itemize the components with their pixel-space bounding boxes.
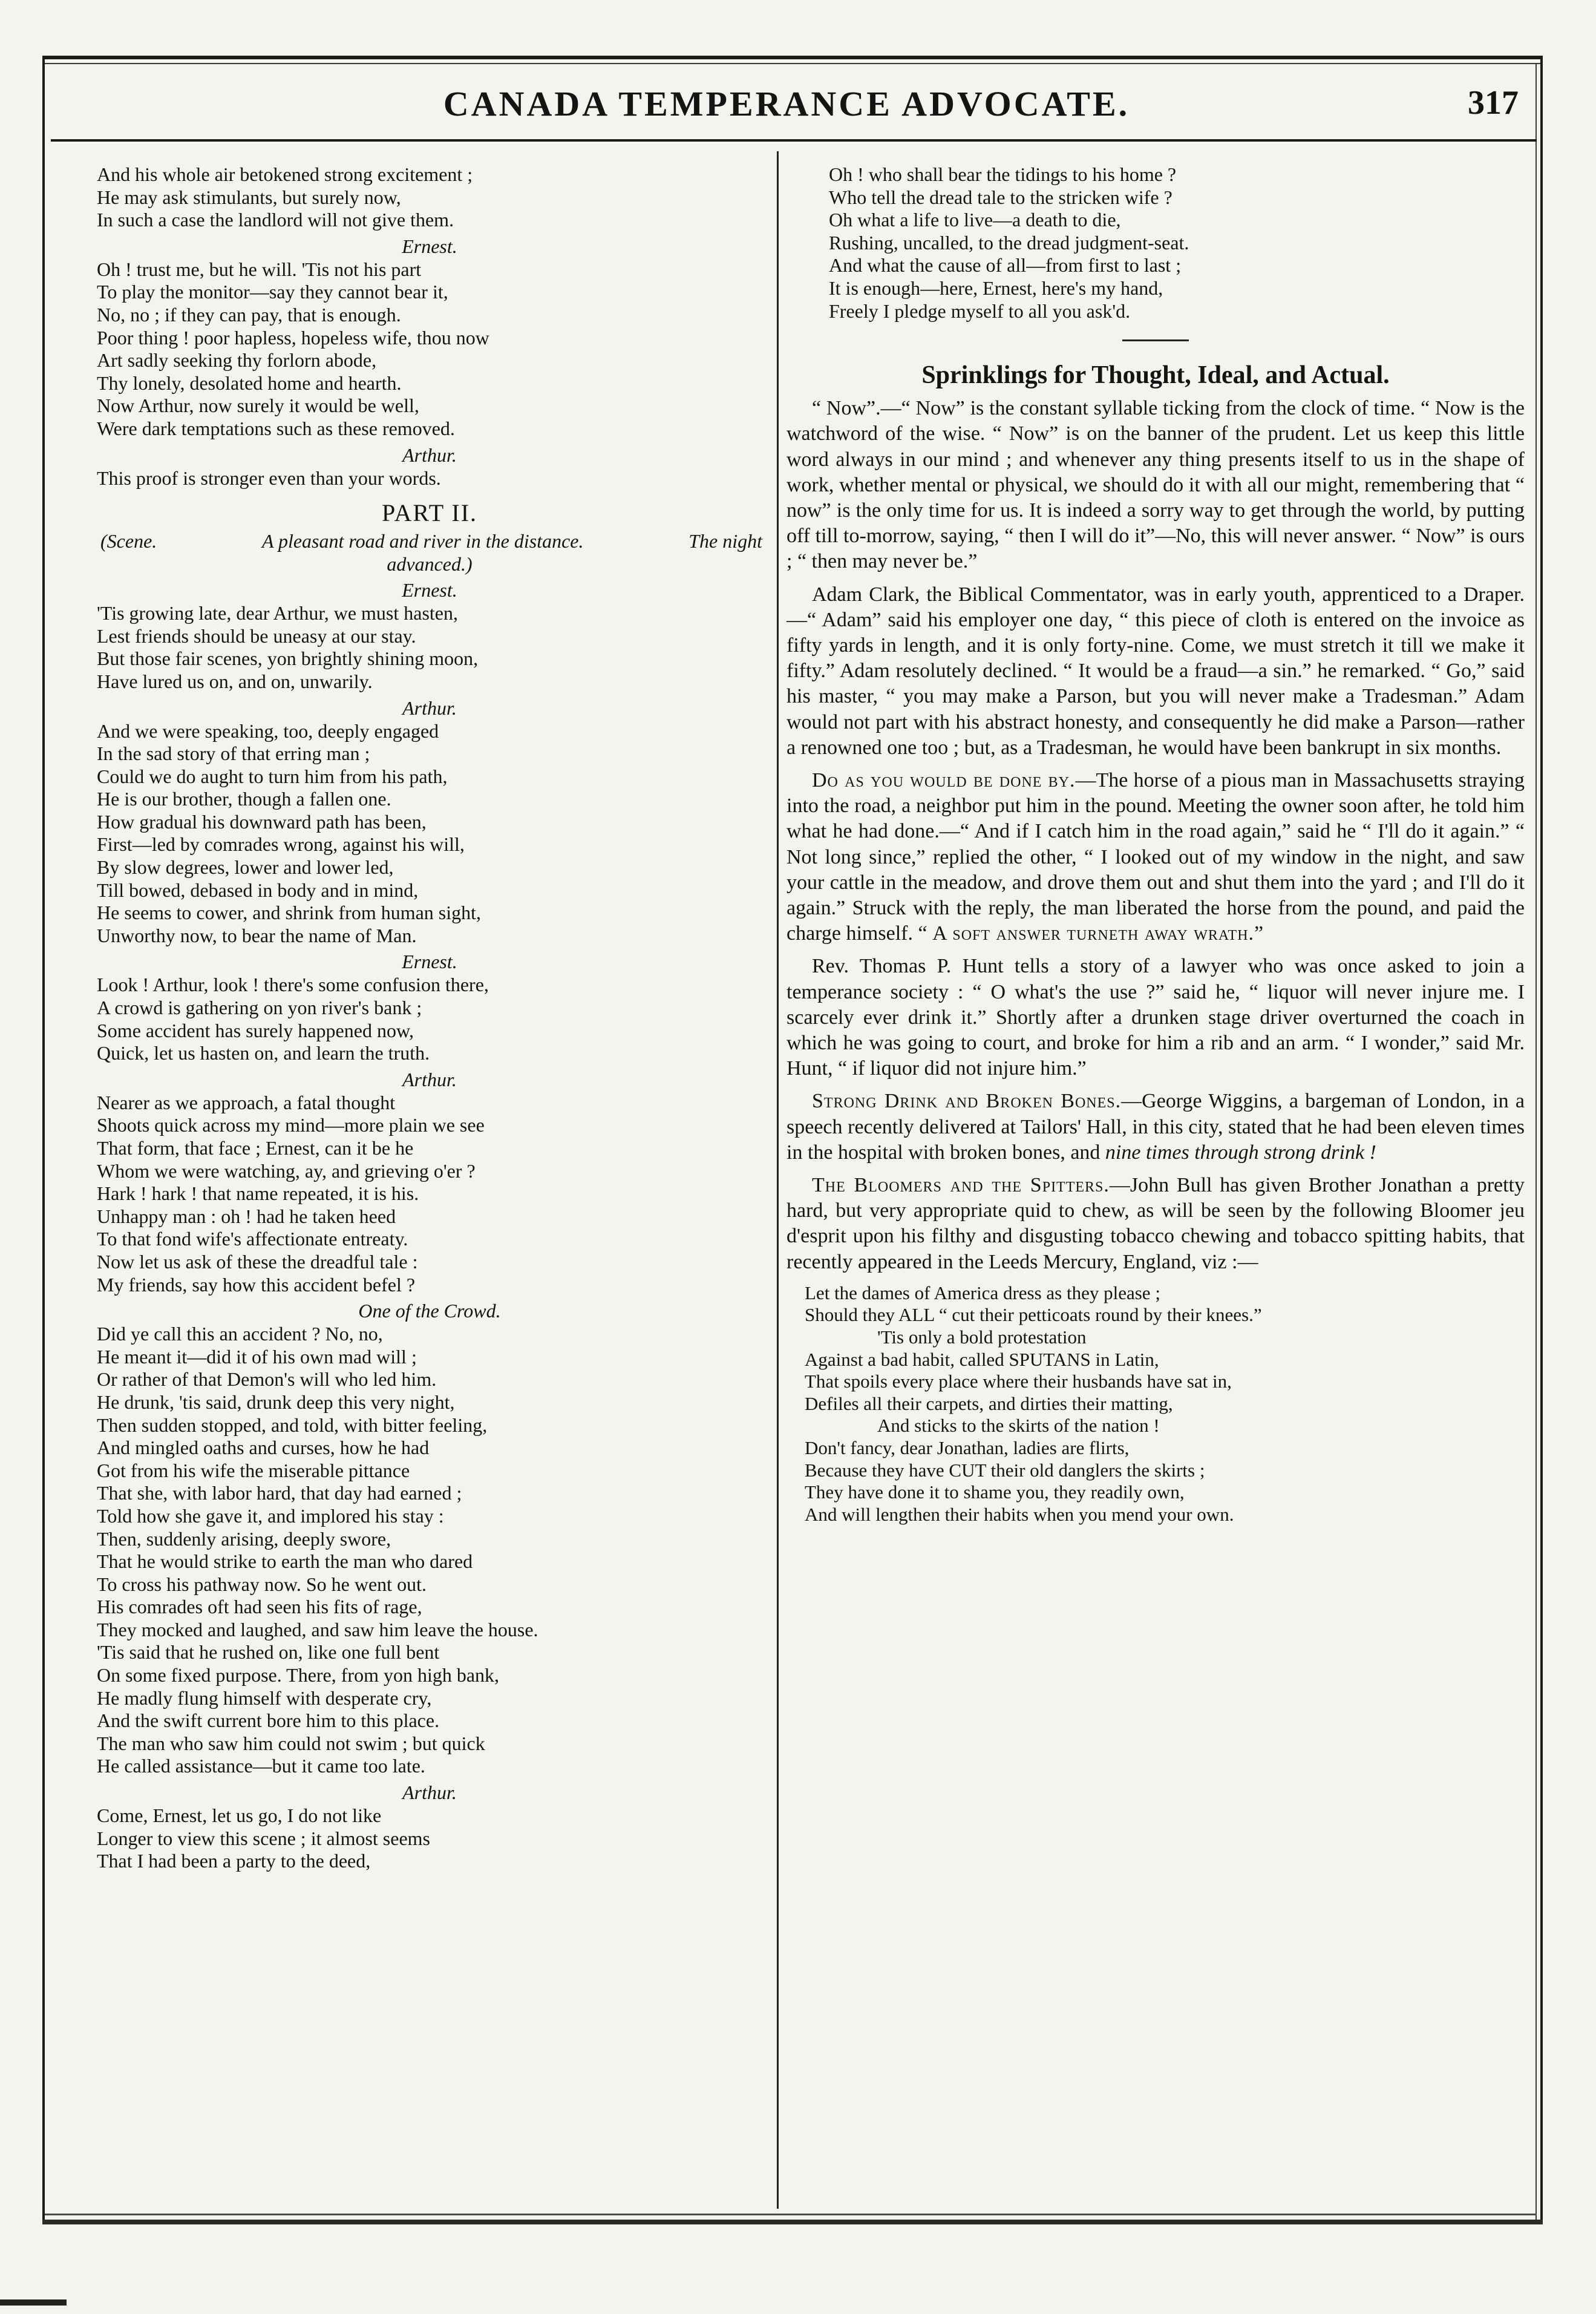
verse-line: First—led by comrades wrong, against his will, [97,833,465,856]
verse-line: Poor thing ! poor hapless, hopeless wife, thou now [97,326,489,349]
verse-line: Told how she gave it, and implored his stay : [97,1504,444,1527]
verse-line: Now let us ask of these the dreadful tale : [97,1250,418,1273]
verse-line: And what the cause of all—from first to last ; [829,254,1182,277]
right-column [787,163,1525,1526]
article-paragraph [787,1173,1525,1275]
verse-line: Oh ! trust me, but he will. 'Tis not his part [97,258,422,280]
verse-line: And his whole air betokened strong excitement ; [97,163,473,185]
verse-line: Oh ! who shall bear the tidings to his home ? [829,163,1177,185]
paragraph-emphasis: nine times through strong drink ! [1105,1141,1376,1164]
verse-line: How gradual his downward path has been, [97,810,427,833]
paragraph-body: —John Bull has given Brother Jonathan a pretty hard, but very appropriate quid to chew, as will be seen by the following Bloomer jeu d'esprit upon his filthy and disgusting tobacco chewing and tobacco spitting habits, that recently appeared in the Leeds Mercury, England, viz :— [787,1174,1525,1273]
verse-line: Unworthy now, to bear the name of Man. [97,924,417,946]
verse-line: He drunk, 'tis said, drunk deep this very night, [97,1391,455,1413]
speaker-name: One of the Crowd. [358,1300,501,1322]
paragraph-lead: The Bloomers and the Spitters. [812,1174,1110,1197]
verse-line: Unhappy man : oh ! had he taken heed [97,1205,396,1227]
article-paragraph [787,1089,1525,1165]
top-border [42,56,1543,59]
verse-line: My friends, say how this accident befel ? [97,1273,416,1296]
verse-block [97,258,762,441]
verse-line: Freely I pledge myself to all you ask'd. [829,300,1131,322]
top-border-inner [45,63,1543,64]
verse-line: Could we do aught to turn him from his path, [97,765,448,787]
verse-line: Should they ALL “ cut their petticoats round by their knees.” [805,1304,1262,1326]
article-paragraph [787,768,1525,946]
verse-line: 'Tis growing late, dear Arthur, we must hasten, [97,602,458,624]
verse-line: They mocked and laughed, and saw him leave the house. [97,1618,538,1640]
speaker-name: Ernest. [402,951,457,973]
verse-line: They have done it to shame you, they readily own, [805,1481,1185,1503]
article-paragraph: Adam Clark, the Biblical Commentator, was in early youth, apprenticed to a Draper.—“ Adam” said his employer one day, “ this piece of cloth is entered on the invoice as fifty yards in length, and it is only forty-nine. Come, we must stretch it till we make it fifty.” Adam resolutely declined. “ It would be a fraud—a sin.” he remarked. “ Go,” said his master, “ you may make a Parson, but you will never make a Tradesman.” Adam would not part with his abstract honesty, and consequently he did make a Parson—rather a renowned one too ; but, as a Tradesman, he would have been bankrupt in six months. [787,583,1525,759]
section-heading: Sprinklings for Thought, Ideal, and Actual. [921,361,1390,390]
verse-line: Against a bad habit, called SPUTANS in Latin, [805,1348,1159,1370]
paragraph-lead: Do as you would be done by. [812,769,1076,792]
verse-line: Quick, let us hasten on, and learn the truth. [97,1042,430,1064]
paragraph-body: —George Wiggins, a bargeman of London, in a speech recently delivered at Tailors' Hall, in this city, stated that he had been eleven times in the hospital with broken bones, and [787,1090,1525,1164]
left-column [97,163,762,1873]
verse-block [97,974,762,1064]
verse-line: To that fond wife's affectionate entreaty. [97,1228,408,1250]
verse-line: He meant it—did it of his own mad will ; [97,1345,417,1368]
section-divider [1122,339,1189,341]
verse-line: He seems to cower, and shrink from human sight, [97,902,482,924]
verse-line: To cross his pathway now. So he went out. [97,1573,427,1595]
verse-block [97,1804,762,1873]
verse-line: Come, Ernest, let us go, I do not like [97,1804,382,1827]
right-border [1540,56,1543,2222]
verse-line: It is enough—here, Ernest, here's my hand, [829,277,1163,299]
verse-line: Art sadly seeking thy forlorn abode, [97,349,377,372]
verse-line: That she, with labor hard, that day had earned ; [97,1482,462,1504]
verse-line: The man who saw him could not swim ; but quick [97,1732,485,1754]
verse-line: Oh what a life to live—a death to die, [829,209,1121,231]
verse-line: He called assistance—but it came too late. [97,1755,425,1777]
verse-line: Because they have CUT their old danglers the skirts ; [805,1459,1205,1481]
verse-line: And we were speaking, too, deeply engaged [97,719,439,742]
verse-line: He is our brother, though a fallen one. [97,788,391,810]
verse-line: That form, that face ; Ernest, can it be he [97,1137,414,1159]
stage-direction [97,529,762,575]
verse-line: Some accident has surely happened now, [97,1019,414,1041]
stage-scene-label: (Scene. [100,530,157,552]
verse-block [97,602,762,693]
bottom-border-inner [45,2214,1537,2215]
verse-line: On some fixed purpose. There, from yon high bank, [97,1664,500,1686]
bloomer-verse [787,1282,1525,1526]
bottom-border [42,2220,1543,2224]
verse-line: Don't fancy, dear Jonathan, ladies are flirts, [805,1437,1130,1459]
verse-block [97,1092,762,1296]
verse-line: Rushing, uncalled, to the dread judgment-seat. [829,231,1189,254]
verse-line: 'Tis said that he rushed on, like one full bent [97,1641,440,1663]
page-edge-mark [0,2299,67,2306]
speaker-name: Arthur. [402,1781,457,1804]
paragraph-lead: Strong Drink and Broken Bones. [812,1090,1122,1113]
verse-line: A crowd is gathering on yon river's bank ; [97,997,422,1019]
verse-line: Defiles all their carpets, and dirties their matting, [805,1392,1173,1414]
verse-line: This proof is stronger even than your words. [97,467,441,489]
page-number: 317 [1468,84,1519,122]
paragraph-tail: “ A soft answer turneth away wrath.” [918,922,1264,945]
article-paragraph: Rev. Thomas P. Hunt tells a story of a lawyer who was once asked to join a temperance society : “ O what's the use ?” said he, “ liquor will never injure me. I scarcely ever drink it.” Shortly after a drunken stage driver overturned the coach in which he was going to court, and broke for him a rib and an arm. “ I wonder,” said Mr. Hunt, “ if liquor did not injure him.” [787,955,1525,1080]
verse-line: Let the dames of America dress as they please ; [805,1282,1160,1303]
verse-block [97,720,762,948]
verse-line: 'Tis only a bold protestation [877,1326,1087,1348]
verse-line: He may ask stimulants, but surely now, [97,186,401,208]
article-paragraph: “ Now”.—“ Now” is the constant syllable ticking from the clock of time. “ Now is the watchword of the wise. “ Now” is on the banner of the prudent. Let us keep this little word always in our mind ; and whenever any thing presents itself to us in the shape of work, whether mental or physical, we should do it with all our might, remembering that “ now” is the only time for us. It is indeed a sorry way to get through the world, by putting off till to-morrow, saying, “ then I will do it”—No, this will never answer. “ Now” is ours ; “ then may never be.” [787,397,1525,573]
verse-line: Till bowed, debased in body and in mind, [97,879,419,901]
verse-line: Who tell the dread tale to the stricken wife ? [829,186,1172,208]
verse-line: Have lured us on, and on, unwarily. [97,670,373,692]
paragraph-body: —The horse of a pious man in Massachusetts straying into the road, a neighbor put him in the pound. Meeting the owner soon after, he told him what he had done.—“ And if I catch him in the road again,” said he “ I'll do it again.” “ Not long since,” replied the other, “ I looked out of my window in the night, and saw your cattle in the meadow, and drove them out and shut them into the yard ; and I'll do it again.” Struck with the reply, the man liberated the horse from the pound, and paid the charge himself. [787,769,1525,945]
verse-line: Whom we were watching, ay, and grieving o'er ? [97,1159,476,1182]
verse-block [97,163,762,232]
speaker-name: Ernest. [402,235,457,257]
right-border-inner [1535,63,1537,2222]
verse-line: Then sudden stopped, and told, with bitter feeling, [97,1414,488,1436]
verse-line: That spoils every place where their husbands have sat in, [805,1371,1232,1392]
verse-line: That I had been a party to the deed, [97,1850,371,1872]
verse-line: No, no ; if they can pay, that is enough. [97,303,401,326]
verse-line: Nearer as we approach, a fatal thought [97,1091,396,1113]
stage-scene-text: A pleasant road and river in the distance. [261,530,584,552]
verse-line: Longer to view this scene ; it almost seems [97,1827,430,1849]
header-rule [51,139,1537,142]
stage-direction-continued: advanced.) [387,553,473,575]
speaker-name: Ernest. [402,579,457,601]
speaker-name: Arthur. [402,444,457,466]
verse-line: He madly flung himself with desperate cry, [97,1686,432,1709]
verse-line: In such a case the landlord will not give them. [97,209,454,231]
poem-ending [787,163,1525,323]
speaker-name: Arthur. [402,696,457,719]
verse-line: Hark ! hark ! that name repeated, it is his. [97,1182,419,1205]
verse-block [97,1323,762,1778]
verse-line: And sticks to the skirts of the nation ! [877,1415,1160,1437]
verse-line: By slow degrees, lower and lower led, [97,856,394,879]
verse-line: Did ye call this an accident ? No, no, [97,1323,383,1345]
left-border [42,56,45,2222]
verse-line: His comrades oft had seen his fits of rage, [97,1596,422,1618]
part-heading: PART II. [381,499,478,527]
verse-line: In the sad story of that erring man ; [97,742,370,765]
stage-night-text: The night [688,530,762,552]
verse-line: Shoots quick across my mind—more plain we see [97,1114,485,1136]
verse-line: That he would strike to earth the man who dared [97,1550,473,1573]
publication-title: CANADA TEMPERANCE ADVOCATE. [443,84,1130,123]
verse-line: To play the monitor—say they cannot bear it, [97,281,448,303]
verse-line: Now Arthur, now surely it would be well, [97,395,419,417]
verse-line: Thy lonely, desolated home and hearth. [97,372,402,394]
verse-line: Then, suddenly arising, deeply swore, [97,1527,391,1550]
verse-line: And the swift current bore him to this place. [97,1709,440,1732]
verse-line: Lest friends should be uneasy at our stay. [97,624,416,647]
speaker-name: Arthur. [402,1068,457,1090]
verse-line: Look ! Arthur, look ! there's some confusion there, [97,974,489,996]
verse-line: Were dark temptations such as these removed. [97,417,455,439]
column-divider [777,151,779,2209]
verse-line: But those fair scenes, yon brightly shining moon, [97,647,479,670]
verse-line: And will lengthen their habits when you mend your own. [805,1503,1234,1525]
verse-line: Got from his wife the miserable pittance [97,1459,410,1481]
verse-line: And mingled oaths and curses, how he had [97,1437,430,1459]
verse-line: Or rather of that Demon's will who led him. [97,1368,437,1391]
